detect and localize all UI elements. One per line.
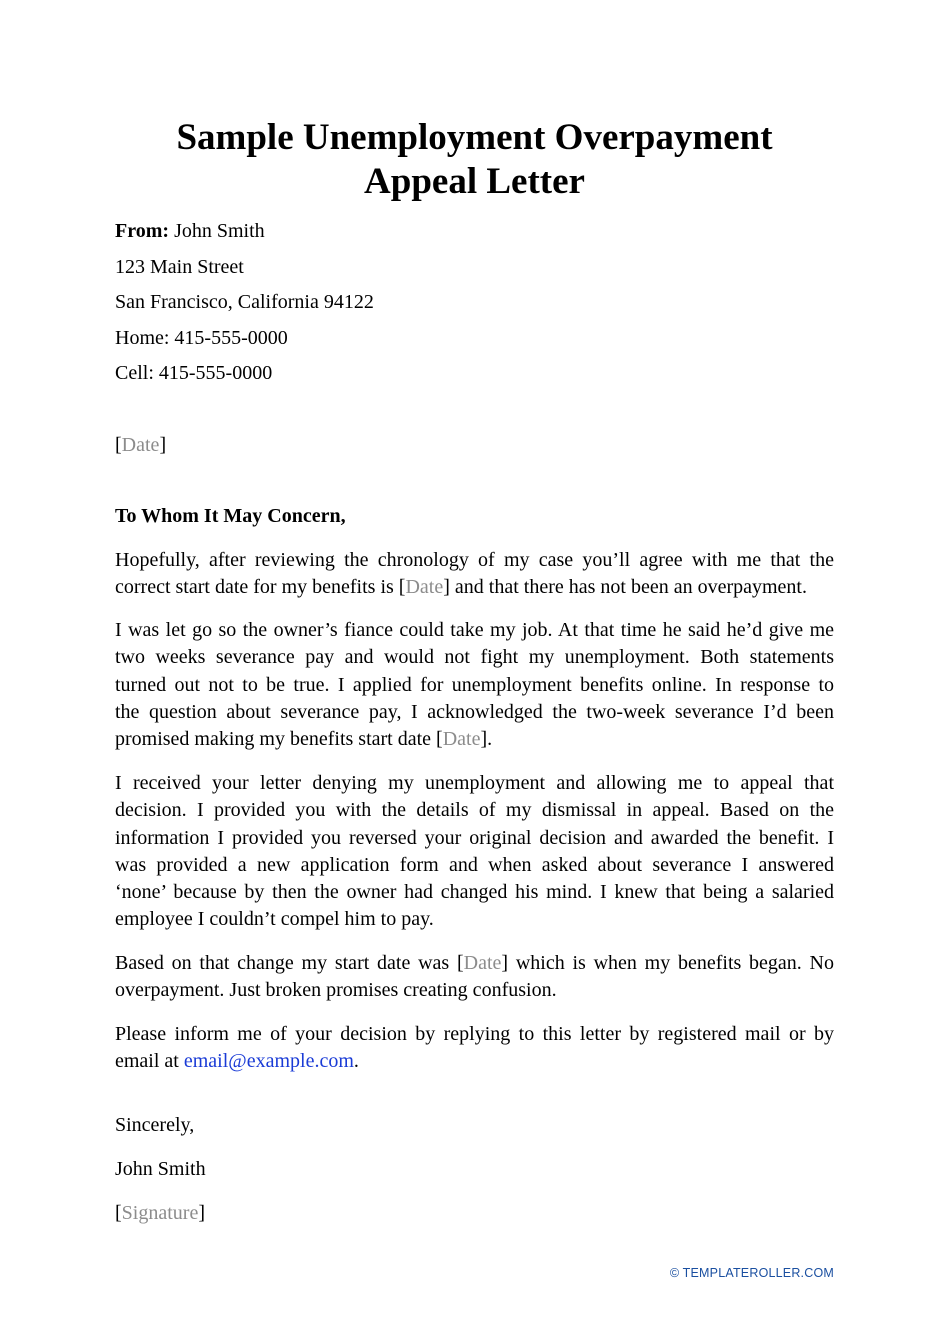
paragraph-2 bbox=[115, 617, 834, 753]
footer-copyright[interactable]: © TEMPLATEROLLER.COM bbox=[669, 1266, 834, 1280]
p2-line-5: promised making my benefits start date [Date]. bbox=[115, 728, 493, 751]
date-field[interactable]: [Date] bbox=[115, 434, 167, 456]
p3-line-2: decision. I provided you with the details of my dismissal in appeal. Based on the bbox=[115, 799, 834, 822]
page-title bbox=[115, 116, 834, 204]
p2-line-3: turned out not to be true. I applied for unemployment benefits online. In response to bbox=[115, 673, 834, 696]
p5-line-1: Please inform me of your decision by replying to this letter by registered mail or by bbox=[115, 1023, 834, 1045]
sender-city: San Francisco, California 94122 bbox=[115, 291, 374, 313]
sender-name: John Smith bbox=[174, 220, 265, 242]
date-placeholder[interactable]: Date bbox=[442, 728, 481, 751]
p1-line-1: Hopefully, after reviewing the chronology of my case you’ll agree with me that the bbox=[115, 549, 834, 571]
p3-line-3: information I provided you reversed your original decision and awarded the benefit. I bbox=[115, 826, 834, 849]
p3-line-6: employee I couldn’t compel him to pay. bbox=[115, 908, 434, 931]
p2-line-4: the question about severance pay, I acknowledged the two-week severance I’d been bbox=[115, 700, 834, 723]
closing-name: John Smith bbox=[115, 1158, 206, 1180]
sender-home-phone: Home: 415-555-0000 bbox=[115, 327, 288, 349]
email-link[interactable]: email@example.com bbox=[183, 1050, 354, 1073]
signature-placeholder: Signature bbox=[121, 1202, 199, 1224]
sender-from-line bbox=[115, 218, 265, 245]
from-label: From: bbox=[115, 220, 170, 242]
sender-cell-phone: Cell: 415-555-0000 bbox=[115, 362, 273, 384]
p4-line-2: overpayment. Just broken promises creating confusion. bbox=[115, 979, 557, 1002]
p3-line-4: was provided a new application form and when asked about severance I answered bbox=[115, 853, 834, 876]
p3-line-1: I received your letter denying my unemployment and allowing me to appeal that bbox=[115, 772, 834, 794]
paragraph-1 bbox=[115, 547, 834, 602]
p2-line-2: two weeks severance pay and would not fight my unemployment. Both statements bbox=[115, 646, 834, 669]
sender-street: 123 Main Street bbox=[115, 256, 244, 278]
paragraph-3 bbox=[115, 770, 834, 934]
salutation-text: To Whom It May Concern, bbox=[115, 505, 346, 527]
date-placeholder[interactable]: Date bbox=[405, 576, 444, 599]
title-line-1: Sample Unemployment Overpayment bbox=[176, 117, 773, 158]
valediction: Sincerely, bbox=[115, 1114, 195, 1136]
p1-line-2: correct start date for my benefits is [Date] and that there has not been an overpayment. bbox=[115, 576, 807, 599]
salutation bbox=[115, 503, 346, 530]
p4-line-1: Based on that change my start date was [Date] which is when my benefits began. No bbox=[115, 952, 835, 974]
signature-field[interactable]: [Signature] bbox=[115, 1202, 205, 1224]
date-placeholder[interactable]: Date bbox=[463, 952, 502, 974]
title-line-2: Appeal Letter bbox=[364, 161, 585, 202]
p3-line-5: ‘none’ because by then the owner had changed his mind. I knew that being a salaried bbox=[115, 881, 834, 904]
date-placeholder: Date bbox=[121, 434, 160, 456]
p5-line-2: email at email@example.com. bbox=[115, 1050, 359, 1073]
paragraph-4 bbox=[115, 950, 834, 1005]
p2-line-1: I was let go so the owner’s fiance could take my job. At that time he said he’d give me bbox=[115, 619, 834, 641]
paragraph-5 bbox=[115, 1021, 834, 1076]
